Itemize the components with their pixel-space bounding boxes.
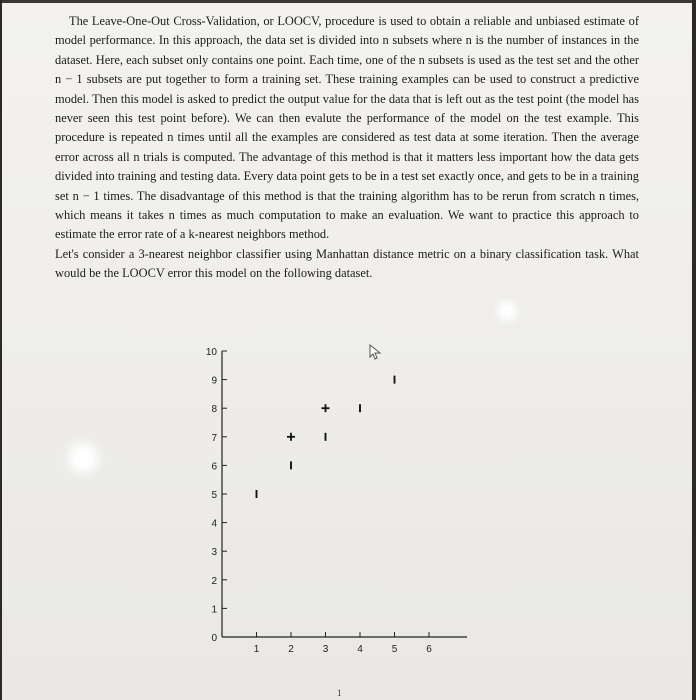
x-tick-label: 3 xyxy=(322,644,329,655)
y-tick-label: 1 xyxy=(211,604,217,616)
y-tick-label: 10 xyxy=(205,347,217,358)
x-axis-ticks xyxy=(254,632,433,655)
page-edge-right xyxy=(692,0,696,700)
y-tick-label: 2 xyxy=(211,575,217,587)
y-tick-label: 0 xyxy=(211,633,217,644)
page-edge-top xyxy=(0,0,696,3)
question-paragraph: Let's consider a 3-nearest neighbor classifier using Manhattan distance metric on a binary classification task. What would be the LOOCV error this model on the following dataset. xyxy=(55,246,639,281)
x-tick-label: 6 xyxy=(426,644,432,655)
page-edge-left xyxy=(0,0,2,700)
data-points xyxy=(257,376,395,498)
scatter-plot xyxy=(180,330,480,660)
y-axis-ticks xyxy=(206,347,227,644)
light-glare xyxy=(74,449,92,467)
x-tick-label: 2 xyxy=(288,644,294,655)
page-number: 1 xyxy=(337,688,342,698)
y-tick-label: 5 xyxy=(211,490,217,501)
intro-paragraph: The Leave-One-Out Cross-Validation, or LOOCV, procedure is used to obtain a reliable and unbiased estimate of model performance. In this approach, the data set is divided into n subsets where n is the number of instances in the dataset. Here, each subset only contains one point. Each time, one of the n subsets is used as the test set and the other n − 1 subsets are put together to form a training set. These training examples can be used to construct a predictive model. Then this model is asked to predict the output value for the data that is left out as the test point (the model has never seen this test point before). We can then evalute the performance of the model on the test example. This procedure is repeated n times until all the examples are considered as test data at some iteration. Then the average error across all n trials is computed. The advantage of this method is that it matters less important how the data gets divided into training and testing data. Every data point gets to be in a test set exactly once, and gets to be in a training set n − 1 times. The disadvantage of this method is that the training algorithm has to be rerun from scratch n times, which means it takes n times as much computation to make an evaluation. We want to practice this approach to estimate the error rate of a k-nearest neighbors method. xyxy=(55,14,639,242)
plot-axes xyxy=(222,351,467,637)
mouse-cursor-icon xyxy=(369,344,383,360)
x-tick-label: 5 xyxy=(391,644,398,655)
y-tick-label: 4 xyxy=(211,518,217,530)
y-tick-label: 9 xyxy=(211,375,217,387)
y-tick-label: 8 xyxy=(211,404,217,416)
light-glare xyxy=(502,306,512,316)
y-tick-label: 3 xyxy=(211,547,217,559)
y-tick-label: 6 xyxy=(211,461,217,473)
body-text xyxy=(55,12,639,284)
x-tick-label: 1 xyxy=(253,644,260,655)
y-tick-label: 7 xyxy=(211,432,217,444)
x-tick-label: 4 xyxy=(357,644,363,655)
